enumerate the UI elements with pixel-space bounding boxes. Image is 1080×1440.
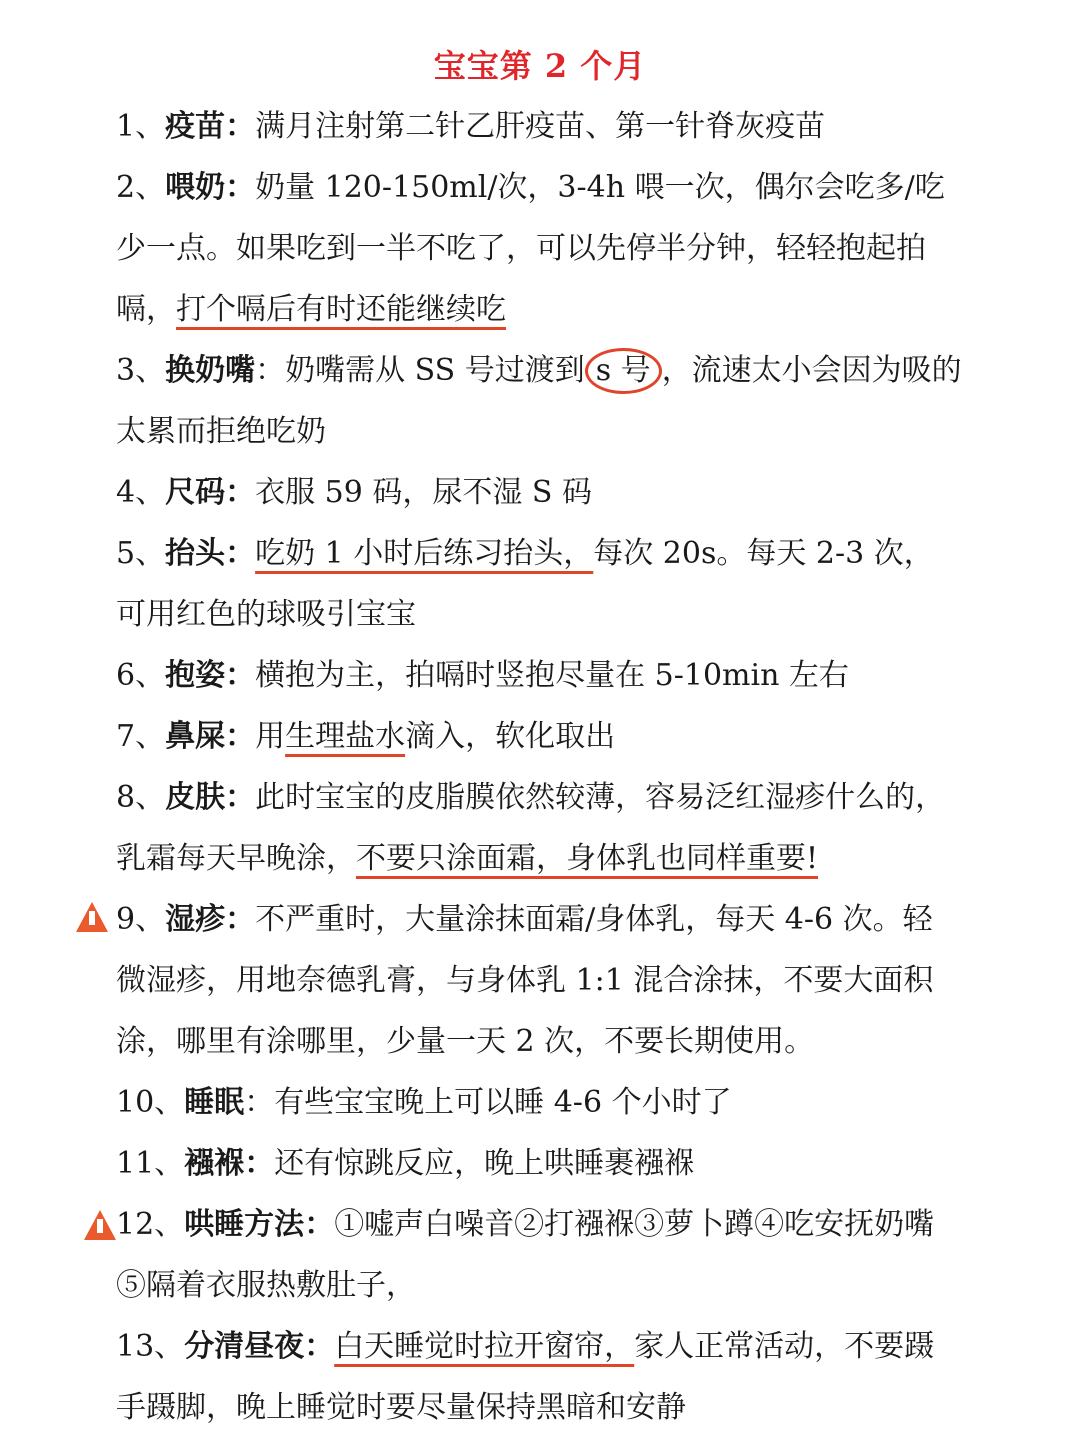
item-number: 8、 xyxy=(116,780,166,815)
item-colon: ： xyxy=(225,475,256,510)
item-number: 6、 xyxy=(116,658,166,693)
item-colon: ： xyxy=(244,1146,275,1181)
item-text: 用 xyxy=(255,719,286,754)
item-text: 还有惊跳反应，晚上哄睡裹襁褓 xyxy=(274,1146,695,1181)
item-number: 7、 xyxy=(116,719,166,754)
item-text: ①嘘声白噪音②打襁褓③萝卜蹲④吃安抚奶嘴⑤隔着衣服热敷肚子， xyxy=(116,1207,935,1303)
item-colon: ： xyxy=(304,1207,335,1242)
list-item-vaccine xyxy=(116,96,962,157)
item-number: 10、 xyxy=(116,1085,185,1120)
list-item-eczema xyxy=(116,889,962,1072)
item-colon: ： xyxy=(225,658,256,693)
item-colon: ： xyxy=(225,170,256,205)
list-item-day-night xyxy=(116,1316,962,1438)
item-label: 睡眠 xyxy=(184,1085,245,1120)
item-colon: ： xyxy=(225,536,256,571)
item-number: 2、 xyxy=(116,170,166,205)
item-label: 哄睡方法 xyxy=(184,1207,305,1242)
item-label: 抬头 xyxy=(165,536,226,571)
underlined-text: 吃奶 1 小时后练习抬头， xyxy=(255,536,594,571)
warning-icon xyxy=(76,902,108,932)
item-label: 鼻屎 xyxy=(165,719,226,754)
item-label: 襁褓 xyxy=(184,1146,245,1181)
item-label: 喂奶 xyxy=(165,170,226,205)
item-label: 湿疹 xyxy=(165,902,226,937)
list-item-skin xyxy=(116,767,962,889)
item-text: 奶嘴需从 SS 号过渡到 xyxy=(285,353,585,388)
list-item-swaddle xyxy=(116,1133,962,1194)
item-colon: ： xyxy=(225,719,256,754)
page-title: 宝宝第 2 个月 xyxy=(433,47,647,85)
list-item-sleep xyxy=(116,1072,962,1133)
list-item-holding xyxy=(116,645,962,706)
item-number: 12、 xyxy=(116,1207,185,1242)
item-number: 5、 xyxy=(116,536,166,571)
underlined-text: 白天睡觉时拉开窗帘， xyxy=(334,1329,635,1364)
underlined-text: 生理盐水 xyxy=(285,719,406,754)
list-item-nipple xyxy=(116,340,962,462)
item-text: 横抱为主，拍嗝时竖抱尽量在 5-10min 左右 xyxy=(255,658,849,693)
list-item-soothing xyxy=(116,1194,962,1316)
item-label: 换奶嘴 xyxy=(165,353,256,388)
warning-icon xyxy=(84,1210,116,1240)
item-number: 1、 xyxy=(116,109,166,144)
tips-list xyxy=(116,96,962,1438)
item-label: 皮肤 xyxy=(165,780,226,815)
item-number: 4、 xyxy=(116,475,166,510)
item-label: 分清昼夜 xyxy=(184,1329,305,1364)
item-number: 9、 xyxy=(116,902,166,937)
item-text: 满月注射第二针乙肝疫苗、第一针脊灰疫苗 xyxy=(255,109,826,144)
item-colon: ： xyxy=(244,1085,275,1120)
item-label: 尺码 xyxy=(165,475,226,510)
item-label: 疫苗 xyxy=(165,109,226,144)
item-text: 不严重时，大量涂抹面霜/身体乳，每天 4-6 次。轻微湿疹，用地奈德乳膏，与身体乳 1:1 混合涂抹，不要大面积涂，哪里有涂哪里，少量一天 2 次，不要长期使用。 xyxy=(116,902,934,1059)
item-text: 此时宝宝的皮脂膜依然较薄，容易泛红湿疹什么的，乳霜每天早晚涂， xyxy=(116,780,946,876)
circled-text: s 号 xyxy=(585,348,662,394)
item-text: 有些宝宝晚上可以睡 4-6 个小时了 xyxy=(274,1085,732,1120)
list-item-size xyxy=(116,462,962,523)
item-number: 3、 xyxy=(116,353,166,388)
item-colon: ： xyxy=(225,109,256,144)
item-text: 奶量 120-150ml/次，3-4h 喂一次，偶尔会吃多/吃少一点。如果吃到一半不吃了，可以先停半分钟，轻轻抱起拍嗝， xyxy=(116,170,945,327)
list-item-head-lift xyxy=(116,523,962,645)
underlined-text: 打个嗝后有时还能继续吃 xyxy=(176,292,506,327)
item-colon: ： xyxy=(225,902,256,937)
item-label: 抱姿 xyxy=(165,658,226,693)
item-colon: ： xyxy=(255,353,286,388)
underlined-text: 不要只涂面霜，身体乳也同样重要! xyxy=(356,841,819,876)
list-item-nose xyxy=(116,706,962,767)
item-text: ，流速太小会因为吸的太累而拒绝吃奶 xyxy=(116,353,962,449)
item-number: 11、 xyxy=(116,1146,185,1181)
item-colon: ： xyxy=(304,1329,335,1364)
list-item-feeding xyxy=(116,157,962,340)
item-text: 家人正常活动，不要蹑手蹑脚，晚上睡觉时要尽量保持黑暗和安静 xyxy=(116,1329,935,1425)
item-text: 衣服 59 码，尿不湿 S 码 xyxy=(255,475,592,510)
item-number: 13、 xyxy=(116,1329,185,1364)
item-text: 滴入，软化取出 xyxy=(405,719,616,754)
item-colon: ： xyxy=(225,780,256,815)
item-text: 每次 20s。每天 2-3 次，可用红色的球吸引宝宝 xyxy=(116,536,934,632)
